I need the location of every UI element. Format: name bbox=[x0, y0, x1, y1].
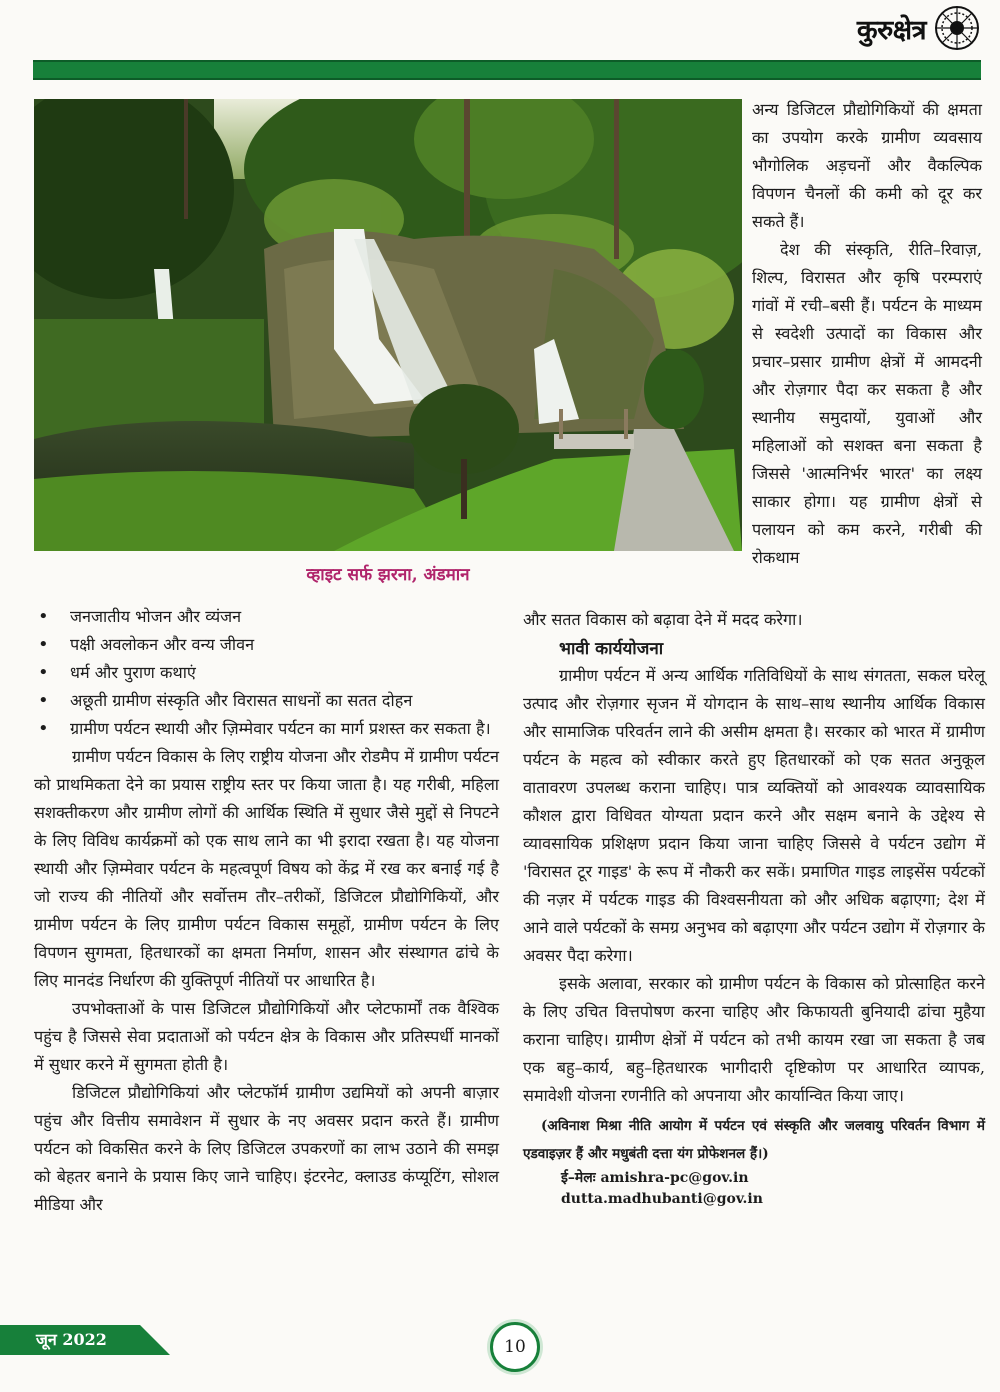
waterfall-photo bbox=[34, 99, 742, 551]
email-line-2: dutta.madhubanti@gov.in bbox=[561, 1191, 763, 1207]
bullet-icon: • bbox=[38, 634, 49, 655]
magazine-title: कुरुक्षेत्र bbox=[856, 14, 926, 46]
email-line-1: ई–मेलः amishra-pc@gov.in bbox=[561, 1170, 749, 1186]
list-item bbox=[34, 715, 499, 743]
bullet-icon: • bbox=[38, 606, 49, 627]
author-emails bbox=[523, 1168, 985, 1210]
right-paragraph-1: ग्रामीण पर्यटन में अन्य आर्थिक गतिविधियों के साथ संगतता, सकल घरेलू उत्पाद और रोज़गार सृजन में योगदान के साथ–साथ स्थानीय आर्थिक विकास और सामाजिक परिवर्तन लाने की असीम क्षमता है। सरकार को भारत में ग्रामीण पर्यटन के महत्व को स्वीकार करते हुए हितधारकों को एक सतत अनुकूल वातावरण उपलब्ध कराना चाहिए। पात्र व्यक्तियों को आवश्यक व्यावसायिक कौशल द्वारा विधिवत योग्यता प्रदान करने और सक्षम बनाने के उद्देश्य से व्यावसायिक प्रशिक्षण प्रदान किया जाना चाहिए जिससे वे पर्यटन उद्योग में 'विरासत टूर गाइड' के रूप में नौकरी कर सकें। प्रमाणित गाइड लाइसेंस पर्यटकों की नज़र में पर्यटक गाइड की विश्वसनीयता को और अधिक बढ़ाएगा; देश में आने वाले पर्यटकों के समग्र अनुभव को बढ़ाएगा और पर्यटन उद्योग में रोज़गार के अवसर पैदा करेगा। bbox=[523, 666, 985, 965]
header-divider-bar bbox=[33, 60, 981, 80]
list-item-text: अछूती ग्रामीण संस्कृति और विरासत साधनों का सतत दोहन bbox=[70, 691, 413, 710]
list-item-text: धर्म और पुराण कथाएं bbox=[70, 663, 196, 682]
left-paragraph-3: डिजिटल प्रौद्योगिकियां और प्लेटफॉर्म ग्रामीण उद्यमियों को अपनी बाज़ार पहुंच और वित्तीय समावेशन में सुधार के नए अवसर प्रदान करते हैं। ग्रामीण पर्यटन को विकसित करने के लिए डिजिटल उपकरणों का लाभ उठाने की समझ को बेहतर बनाने के प्रयास किए जाने चाहिए। इंटरनेट, क्लाउड कंप्यूटिंग, सोशल मीडिया और bbox=[34, 1083, 499, 1214]
issue-date: जून 2022 bbox=[36, 1330, 107, 1349]
sun-wheel-emblem-icon bbox=[934, 5, 980, 51]
section-heading: भावी कार्ययोजना bbox=[559, 639, 664, 659]
bullet-icon: • bbox=[38, 662, 49, 683]
list-item bbox=[34, 631, 499, 659]
left-column bbox=[34, 603, 499, 1219]
list-item-text: जनजातीय भोजन और व्यंजन bbox=[70, 607, 242, 626]
page-number: 10 bbox=[490, 1322, 540, 1372]
list-item bbox=[34, 687, 499, 715]
bullet-icon: • bbox=[38, 718, 49, 739]
list-item bbox=[34, 659, 499, 687]
photo-caption: व्हाइट सर्फ झरना, अंडमान bbox=[306, 565, 470, 585]
left-paragraph-1: ग्रामीण पर्यटन विकास के लिए राष्ट्रीय योजना और रोडमैप में ग्रामीण पर्यटन को प्राथमिकता देने का प्रयास राष्ट्रीय स्तर पर किया जाता है। यह गरीबी, महिला सशक्तीकरण और ग्रामीण लोगों की आर्थिक स्थिति में सुधार जैसे मुद्दों से निपटने के लिए विविध कार्यक्रमों को एक साथ लाने का भी इरादा रखता है। यह योजना स्थायी और ज़िम्मेवार पर्यटन के महत्वपूर्ण विषय को केंद्र में रख कर बनाई गई है जो राज्य की नीतियों और सर्वोत्तम तौर–तरीकों, डिजिटल प्रौद्योगिकियों, और ग्रामीण पर्यटन के लिए ग्रामीण पर्यटन विकास समूहों, ग्रामीण पर्यटन के लिए विपणन सुगमता, हितधारकों का क्षमता निर्माण, शासन और संस्थागत ढांचे के लिए मानदंड निर्धारण की युक्तिपूर्ण नीतियों पर आधारित है। bbox=[34, 747, 499, 990]
right-top-paragraph-2-end: और सतत विकास को बढ़ावा देने में मदद करेगा। bbox=[523, 610, 803, 629]
bullet-icon: • bbox=[38, 690, 49, 711]
author-credit: (अविनाश मिश्रा नीति आयोग में पर्यटन एवं संस्कृति और जलवायु परिवर्तन विभाग में एडवाइज़र हैं और मधुबंती दत्ता यंग प्रोफेशनल हैं।) bbox=[523, 1118, 985, 1162]
list-item-text: पक्षी अवलोकन और वन्य जीवन bbox=[70, 635, 255, 654]
list-item bbox=[34, 603, 499, 631]
right-top-paragraph-1: अन्य डिजिटल प्रौद्योगिकियों की क्षमता का उपयोग करके ग्रामीण व्यवसाय भौगोलिक अड़चनों और वैकल्पिक विपणन चैनलों की कमी को दूर कर सकते हैं। bbox=[752, 100, 982, 231]
left-paragraph-2: उपभोक्ताओं के पास डिजिटल प्रौद्योगिकियों और प्लेटफार्मों तक वैश्विक पहुंच है जिससे सेवा प्रदाताओं को पर्यटन क्षेत्र के विकास और प्रतिस्पर्धी मानकों में सुधार करने में सुगमता होती है। bbox=[34, 999, 499, 1074]
right-paragraph-2: इसके अलावा, सरकार को ग्रामीण पर्यटन के विकास को प्रोत्साहित करने के लिए उचित वित्तपोषण करना चाहिए और किफायती बुनियादी ढांचा मुहैया कराना चाहिए। ग्रामीण क्षेत्रों में पर्यटन को तभी कायम रखा जा सकता है जब एक बहु–कार्य, बहु–हितधारक भागीदारी दृष्टिकोण पर आधारित व्यापक, समावेशी योजना रणनीति को अपनाया और कार्यान्वित किया जाए। bbox=[523, 974, 985, 1105]
bullet-list bbox=[34, 603, 499, 743]
right-column bbox=[523, 636, 985, 1210]
list-item-text: ग्रामीण पर्यटन स्थायी और ज़िम्मेवार पर्यटन का मार्ग प्रशस्त कर सकता है। bbox=[70, 719, 491, 738]
masthead bbox=[857, 6, 980, 50]
right-top-column bbox=[752, 96, 982, 572]
right-top-paragraph-2: देश की संस्कृति, रीति–रिवाज़, शिल्प, विरासत और कृषि परम्पराएं गांवों में रची–बसी हैं। पर्यटन के माध्यम से स्वदेशी उत्पादों का विकास और प्रचार–प्रसार ग्रामीण क्षेत्रों में आमदनी और रोज़गार पैदा कर सकता है और स्थानीय समुदायों, युवाओं और महिलाओं को सशक्त बना सकता है जिससे 'आत्मनिर्भर भारत' का लक्ष्य साकार होगा। यह ग्रामीण क्षेत्रों से पलायन को कम करने, गरीबी की रोकथाम bbox=[752, 240, 982, 567]
